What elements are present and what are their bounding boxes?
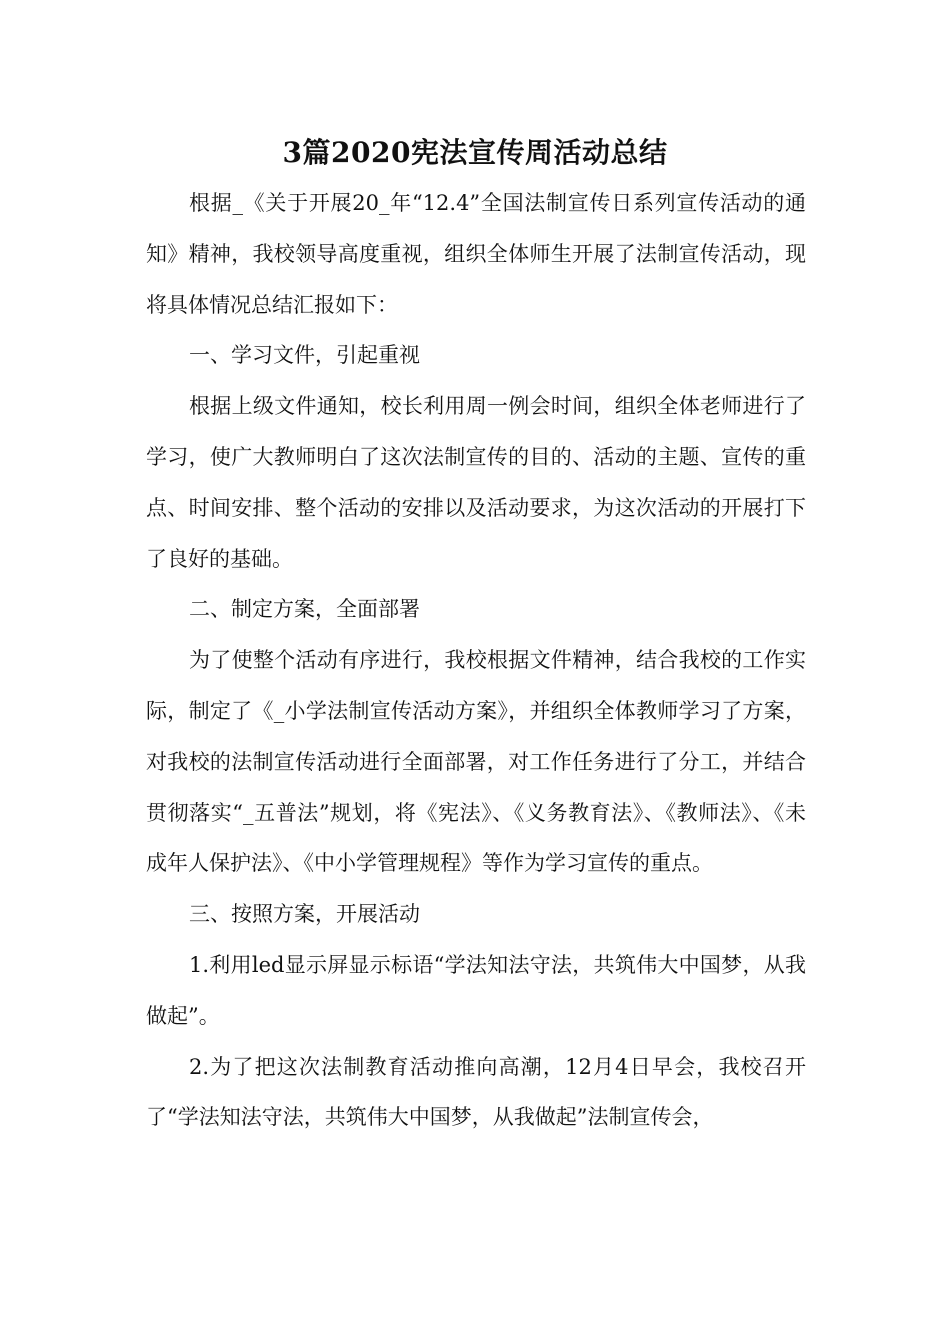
section-heading-2: 二、制定方案，全面部署: [189, 597, 420, 622]
document-body: [146, 178, 806, 1143]
intro-paragraph: 根据_《关于开展20_年“12.4”全国法制宣传日系列宣传活动的通知》精神，我校领导高度重视，组织全体师生开展了法制宣传活动，现将具体情况总结汇报如下：: [146, 191, 806, 317]
section-paragraph-1: 根据上级文件通知，校长利用周一例会时间，组织全体老师进行了学习，使广大教师明白了这次法制宣传的目的、活动的主题、宣传的重点、时间安排、整个活动的安排以及活动要求，为这次活动的开展打下了良好的基础。: [146, 394, 806, 571]
document-title: 3篇2020宪法宣传周活动总结: [282, 136, 668, 169]
section-heading-3: 三、按照方案，开展活动: [189, 902, 420, 927]
section-heading-1: 一、学习文件，引起重视: [189, 343, 420, 368]
activity-item-2: 2.为了把这次法制教育活动推向高潮，12月4日早会，我校召开了“学法知法守法，共筑伟大中国梦，从我做起”法制宣传会，: [146, 1054, 806, 1130]
section-paragraph-2: 为了使整个活动有序进行，我校根据文件精神，结合我校的工作实际，制定了《_小学法制宣传活动方案》，并组织全体教师学习了方案，对我校的法制宣传活动进行全面部署，对工作任务进行了分工，并结合贯彻落实“_五普法”规划，将《宪法》、《义务教育法》、《教师法》、《未成年人保护法》、《中小学管理规程》等作为学习宣传的重点。: [146, 648, 806, 876]
activity-item-1: 1.利用led显示屏显示标语“学法知法守法，共筑伟大中国梦，从我做起”。: [146, 952, 806, 1028]
